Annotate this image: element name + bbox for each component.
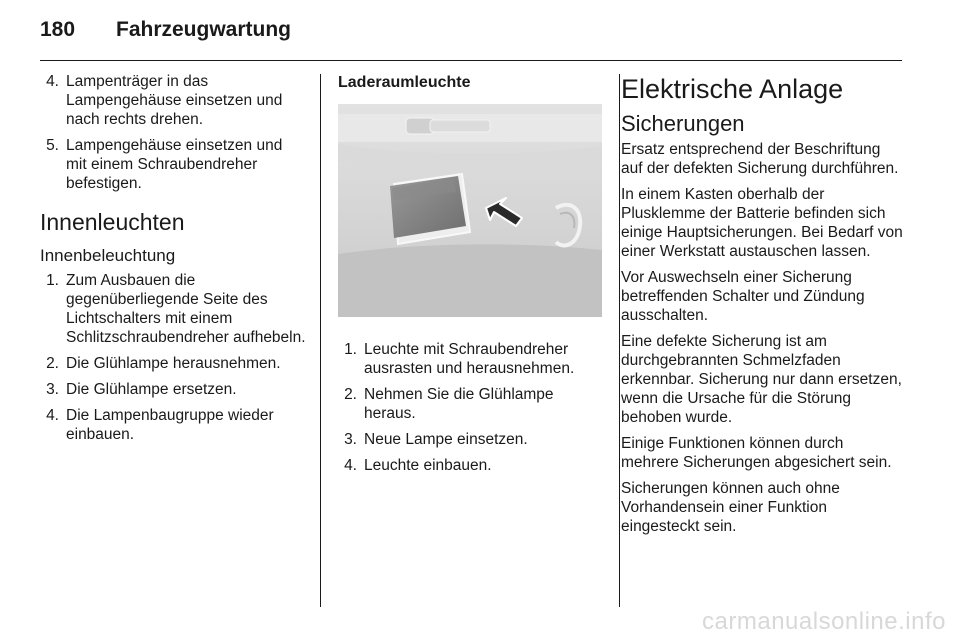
step-number: 1. bbox=[344, 341, 357, 358]
page-number: 180 bbox=[40, 18, 76, 41]
steps-list bbox=[338, 340, 604, 475]
list-item bbox=[40, 354, 306, 373]
list-item bbox=[40, 136, 306, 193]
paragraph: Eine defekte Sicherung ist am durchgebrannten Schmelzfaden erkennbar. Sicherung nur dann ersetzen, wenn die Ursache für die Störung behoben wurde. bbox=[621, 333, 902, 426]
paragraph: Sicherungen können auch ohne Vorhandensein einer Funktion eingesteckt sein. bbox=[621, 480, 840, 535]
page-title: Fahrzeugwartung bbox=[116, 18, 292, 41]
step-text: Leuchte mit Schraubendreher ausrasten und herausnehmen. bbox=[364, 341, 575, 377]
list-item bbox=[40, 380, 306, 399]
step-number: 4. bbox=[46, 407, 59, 424]
list-item bbox=[338, 456, 604, 475]
step-text: Die Lampenbaugruppe wieder einbauen. bbox=[66, 407, 274, 443]
step-text: Leuchte einbauen. bbox=[364, 457, 492, 474]
step-number: 2. bbox=[344, 386, 357, 403]
paragraph: Vor Auswechseln einer Sicherung betreffenden Schalter und Zündung ausschalten. bbox=[621, 269, 865, 324]
page-header bbox=[40, 18, 291, 48]
step-text: Lampengehäuse einsetzen und mit einem Schraubendreher befestigen. bbox=[66, 137, 283, 192]
heading-elektrische-anlage: Elektrische Anlage bbox=[621, 74, 844, 104]
list-item bbox=[40, 271, 306, 347]
column-1 bbox=[40, 72, 306, 451]
step-text: Zum Ausbauen die gegenüberliegende Seite des Lichtschalters mit einem Schlitzschraubendreher aufhebeln. bbox=[66, 272, 306, 346]
list-item bbox=[40, 72, 306, 129]
step-text: Lampenträger in das Lampengehäuse einsetzen und nach rechts drehen. bbox=[66, 73, 283, 128]
column-2 bbox=[338, 72, 604, 482]
step-number: 3. bbox=[46, 381, 59, 398]
heading-laderaumleuchte: Laderaumleuchte bbox=[338, 74, 471, 91]
step-text: Neue Lampe einsetzen. bbox=[364, 431, 528, 448]
column-divider-2 bbox=[619, 74, 620, 607]
step-number: 4. bbox=[344, 457, 357, 474]
column-3 bbox=[621, 72, 905, 543]
list-item bbox=[338, 385, 604, 423]
section-heading-innenleuchten: Innenleuchten bbox=[40, 209, 185, 235]
step-number: 5. bbox=[46, 137, 59, 154]
step-number: 2. bbox=[46, 355, 59, 372]
paragraph: In einem Kasten oberhalb der Plusklemme der Batterie befinden sich einige Hauptsicherungen. Bei Bedarf von einer Werkstatt austauschen lassen. bbox=[621, 186, 903, 260]
list-item bbox=[338, 340, 604, 378]
step-number: 1. bbox=[46, 272, 59, 289]
paragraph: Einige Funktionen können durch mehrere Sicherungen abgesichert sein. bbox=[621, 435, 892, 471]
cargo-lamp-figure bbox=[338, 104, 602, 317]
subsection-heading-innenbeleuchtung: Innenbeleuchtung bbox=[40, 246, 176, 265]
steps-continued-list bbox=[40, 72, 306, 193]
subheading-sicherungen: Sicherungen bbox=[621, 111, 745, 136]
column-divider-1 bbox=[320, 74, 321, 607]
step-number: 4. bbox=[46, 73, 59, 90]
step-text: Nehmen Sie die Glühlampe heraus. bbox=[364, 386, 554, 422]
header-divider bbox=[40, 60, 902, 61]
step-text: Die Glühlampe ersetzen. bbox=[66, 381, 237, 398]
list-item bbox=[338, 430, 604, 449]
paragraph: Ersatz entsprechend der Beschriftung auf der defekten Sicherung durchführen. bbox=[621, 141, 899, 177]
steps-list bbox=[40, 271, 306, 444]
list-item bbox=[40, 406, 306, 444]
step-text: Die Glühlampe herausnehmen. bbox=[66, 355, 281, 372]
step-number: 3. bbox=[344, 431, 357, 448]
watermark: carmanualsonline.info bbox=[702, 608, 946, 635]
